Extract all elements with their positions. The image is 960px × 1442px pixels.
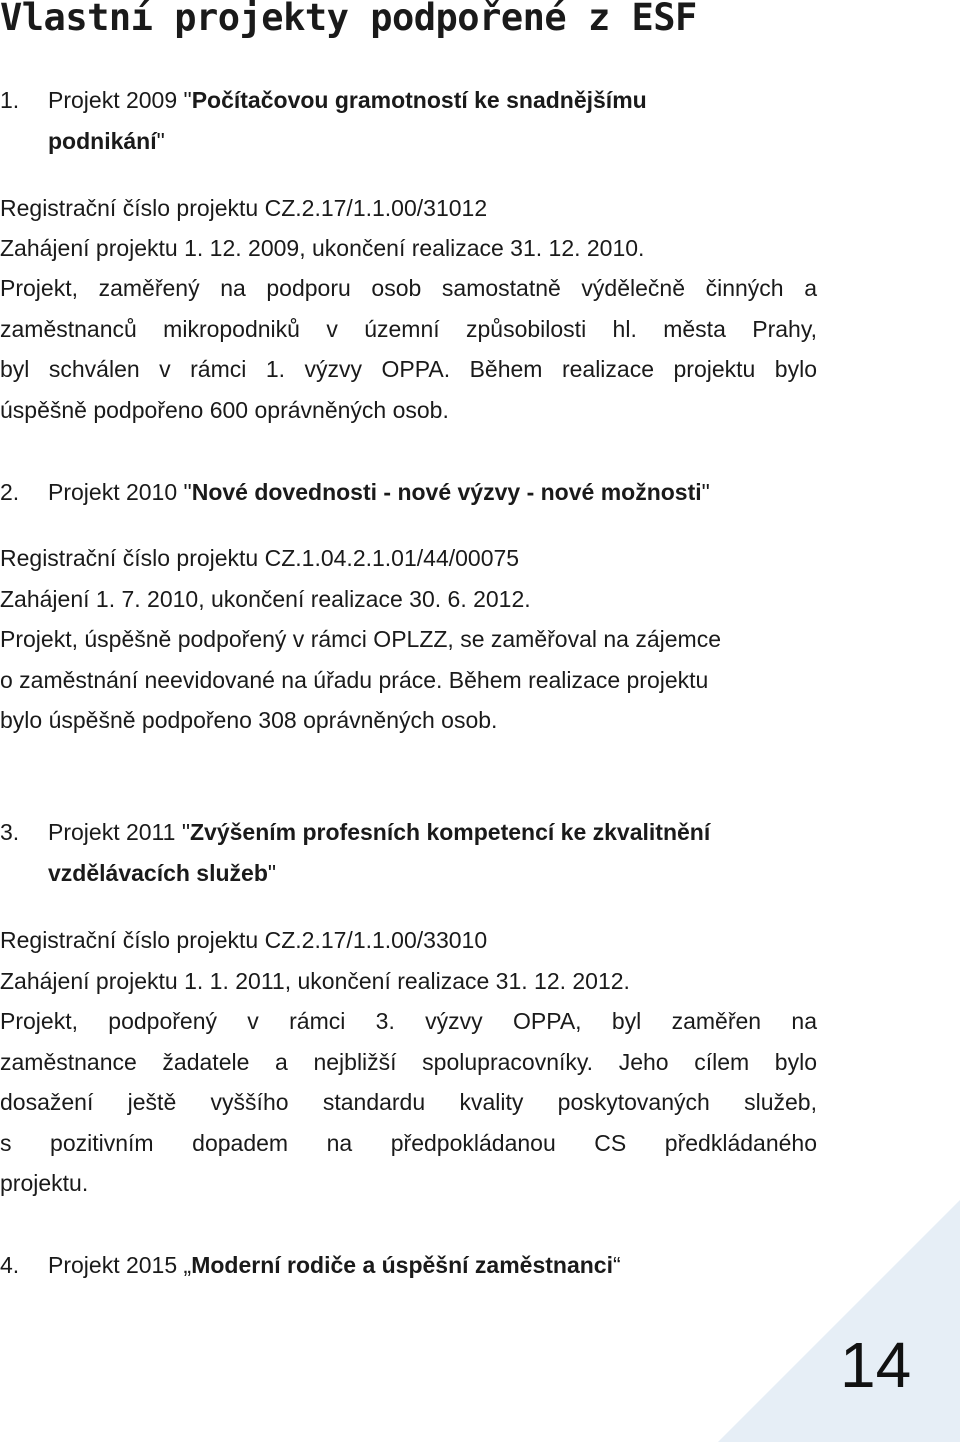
project-1-desc-line: úspěšně podpořeno 600 oprávněných osob. (0, 397, 449, 423)
project-3-desc-line: dosažení ještě vyššího standardu kvality poskytovaných služeb, (0, 1089, 817, 1115)
project-2-registration: Registrační číslo projektu CZ.1.04.2.1.01/44/00075 (0, 545, 520, 571)
project-2-number: 2. (0, 479, 20, 505)
project-3-desc-line: projektu. (0, 1170, 89, 1196)
project-4-heading-suffix: “ (613, 1252, 621, 1278)
project-1-number: 1. (0, 87, 20, 113)
project-3-heading-title: Zvýšením profesních kompetencí ke zkvalitnění (190, 819, 711, 845)
project-1-desc-line: zaměstnanců mikropodniků v územní způsobilosti hl. města Prahy, (0, 316, 817, 342)
project-4-heading-title: Moderní rodiče a úspěšní zaměstnanci (191, 1252, 613, 1278)
page-number: 14 (840, 1329, 912, 1401)
project-2-heading-title: Nové dovednosti - nové výzvy - nové možnosti (191, 479, 702, 505)
project-3-desc-line: Projekt, podpořený v rámci 3. výzvy OPPA, byl zaměřen na (0, 1008, 817, 1034)
project-1-registration: Registrační číslo projektu CZ.2.17/1.1.00/31012 (0, 195, 488, 221)
project-2-heading (48, 477, 710, 507)
project-3-heading-title-cont: vzdělávacích služeb (48, 860, 268, 886)
project-1-heading-prefix: Projekt 2009 " (48, 87, 192, 113)
project-2-desc-line: o zaměstnání neevidované na úřadu práce. Během realizace projektu (0, 667, 709, 693)
project-2-dates: Zahájení 1. 7. 2010, ukončení realizace 30. 6. 2012. (0, 586, 531, 612)
project-1-heading (48, 85, 647, 115)
page-corner-decoration (718, 1200, 960, 1442)
project-2-desc-line: bylo úspěšně podpořeno 308 oprávněných osob. (0, 707, 498, 733)
project-1-heading-suffix: " (156, 128, 165, 154)
project-3-heading-prefix: Projekt 2011 " (48, 819, 190, 845)
project-3-heading (48, 817, 710, 847)
project-3-number: 3. (0, 819, 20, 845)
project-2-heading-prefix: Projekt 2010 " (48, 479, 192, 505)
project-1-heading-title: Počítačovou gramotností ke snadnějšímu (191, 87, 647, 113)
project-2-heading-suffix: " (701, 479, 710, 505)
project-4-heading (48, 1250, 621, 1280)
project-4-number: 4. (0, 1252, 20, 1278)
project-1-dates: Zahájení projektu 1. 12. 2009, ukončení realizace 31. 12. 2010. (0, 235, 645, 261)
project-1-heading-title-cont: podnikání (48, 128, 157, 154)
project-3-dates: Zahájení projektu 1. 1. 2011, ukončení realizace 31. 12. 2012. (0, 968, 630, 994)
project-3-heading-line2 (48, 858, 276, 888)
page-title: Vlastní projekty podpořené z ESF (0, 0, 697, 39)
project-3-registration: Registrační číslo projektu CZ.2.17/1.1.00/33010 (0, 927, 488, 953)
project-3-desc-line: zaměstnance žadatele a nejbližší spolupracovníky. Jeho cílem bylo (0, 1049, 817, 1075)
project-1-desc-line: byl schválen v rámci 1. výzvy OPPA. Během realizace projektu bylo (0, 356, 817, 382)
project-1-heading-line2 (48, 126, 165, 156)
project-4-heading-prefix: Projekt 2015 „ (48, 1252, 192, 1278)
project-3-heading-suffix: " (267, 860, 277, 886)
project-1-desc-line: Projekt, zaměřený na podporu osob samostatně výdělečně činných a (0, 275, 817, 301)
project-3-desc-line: s pozitivním dopadem na předpokládanou CS předkládaného (0, 1130, 817, 1156)
project-2-desc-line: Projekt, úspěšně podpořený v rámci OPLZZ, se zaměřoval na zájemce (0, 626, 721, 652)
